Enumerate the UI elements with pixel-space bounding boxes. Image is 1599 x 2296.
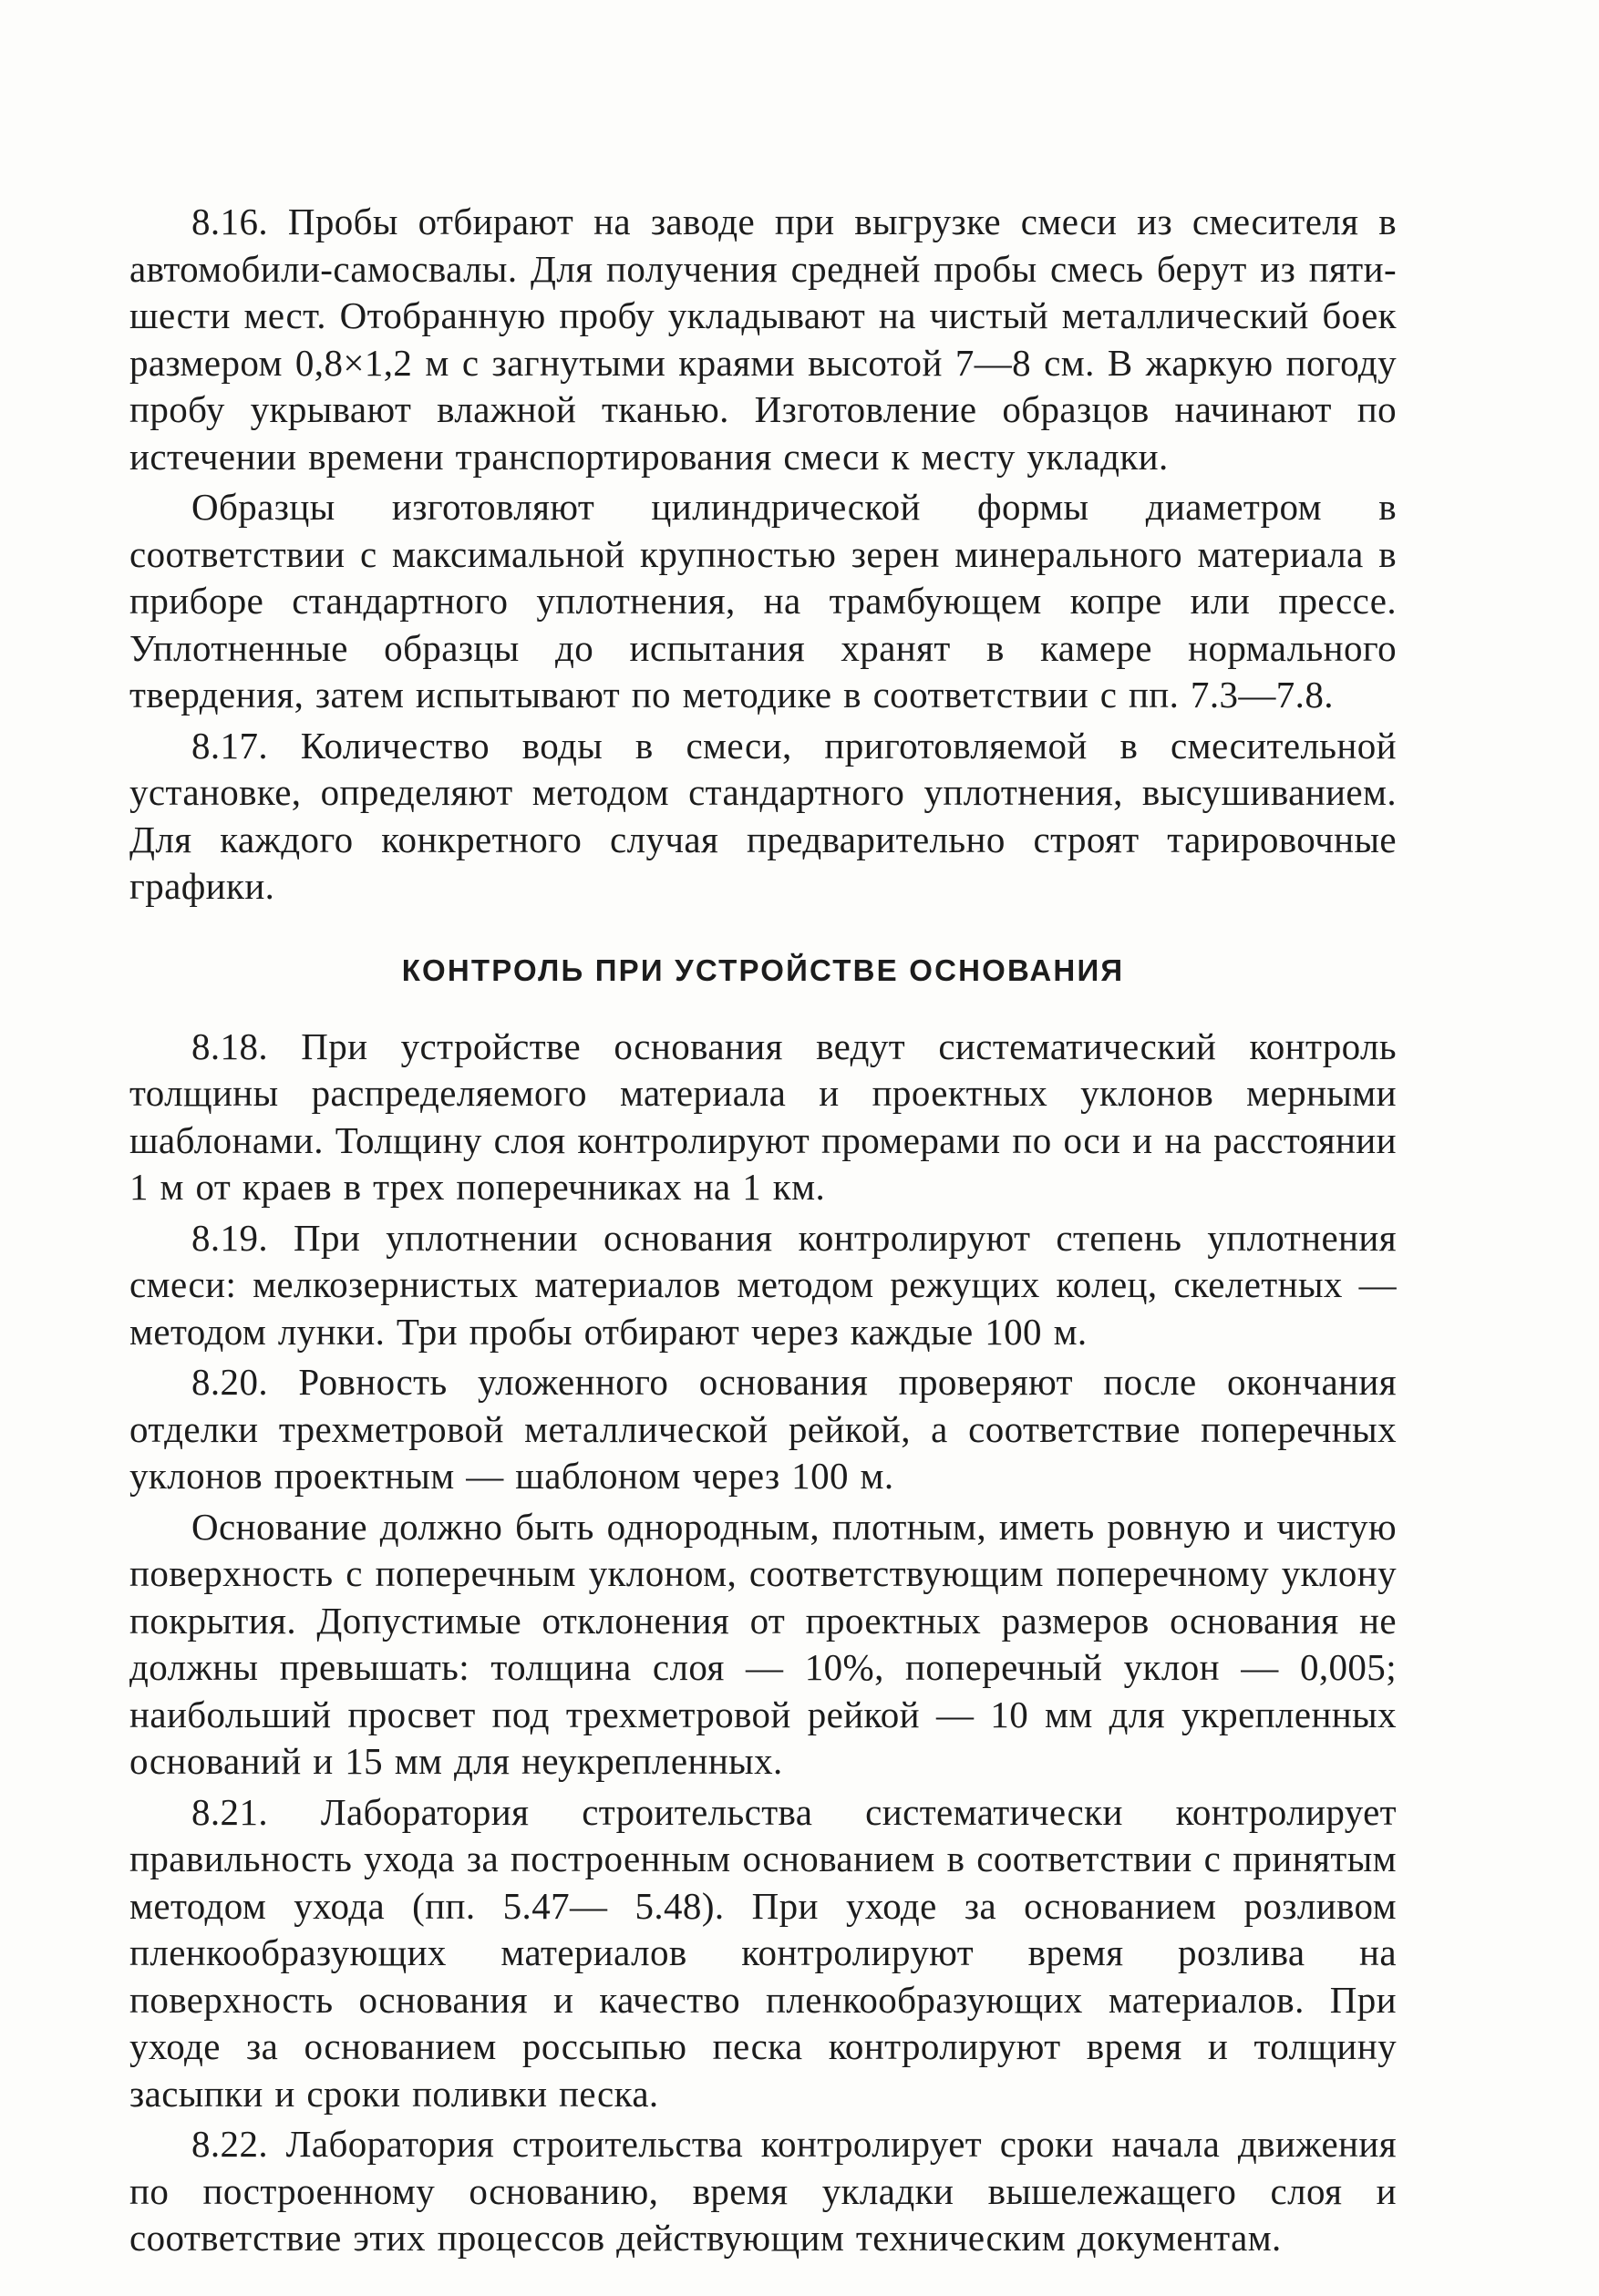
paragraph-samples-preparation: Образцы изготовляют цилиндрической формы диаметром в соответствии с максимальной крупностью зерен минерального материала в приборе стандартного уплотнения, на трамбующем копре или прессе. Уплотненные образцы до испытания хранят в камере нормального твердения, затем испытывают по методике в соответствии с пп. 7.3—7.8. [129, 486, 1397, 716]
paragraph-8-16: 8.16. Пробы отбирают на заводе при выгрузке смеси из смесителя в автомобили-самосвалы. Для получения средней пробы смесь берут из пяти-шести мест. Отобранную пробу укладывают на чистый металлический боек размером 0,8×1,2 м с загнутыми краями высотой 7—8 см. В жаркую погоду пробу укрывают влажной тканью. Изготовление образцов начинают по истечении времени транспортирования смеси к месту укладки. [129, 201, 1397, 478]
paragraph-base-requirements: Основание должно быть однородным, плотным, иметь ровную и чистую поверхность с поперечным уклоном, соответствующим поперечному уклону покрытия. Допустимые отклонения от проектных размеров основания не должны превышать: толщина слоя — 10%, поперечный уклон — 0,005; наибольший просвет под трехметровой рейкой — 10 мм для укрепленных оснований и 15 мм для неукрепленных. [129, 1505, 1397, 1782]
section-heading: КОНТРОЛЬ ПРИ УСТРОЙСТВЕ ОСНОВАНИЯ [401, 952, 1125, 987]
page-content [129, 199, 1397, 2262]
paragraph-8-20: 8.20. Ровность уложенного основания проверяют после окончания отделки трехметровой металлической рейкой, а соответствие поперечных уклонов проектным — шаблоном через 100 м. [129, 1361, 1397, 1497]
paragraph-8-21: 8.21. Лаборатория строительства систематически контролирует правильность ухода за построенным основанием в соответствии с принятым методом ухода (пп. 5.47— 5.48). При уходе за основанием розливом пленкообразующих материалов контролируют время розлива на поверхность основания и качество пленкообразующих материалов. При уходе за основанием россыпью песка контролируют время и толщину засыпки и сроки поливки песка. [129, 1790, 1397, 2115]
paragraph-8-18: 8.18. При устройстве основания ведут систематический контроль толщины распределяемого материала и проектных уклонов мерными шаблонами. Толщину слоя контролируют промерами по оси и на расстоянии 1 м от краев в трех поперечниках на 1 км. [129, 1024, 1397, 1208]
paragraph-8-19: 8.19. При уплотнении основания контролируют степень уплотнения смеси: мелкозернистых материалов методом режущих колец, скелетных — методом лунки. Три пробы отбирают через каждые 100 м. [129, 1216, 1397, 1353]
paragraph-8-22: 8.22. Лаборатория строительства контролирует сроки начала движения по построенному основанию, время укладки вышележащего слоя и соответствие этих процессов действующим техническим документам. [129, 2123, 1397, 2259]
paragraph-8-17: 8.17. Количество воды в смеси, приготовляемой в смесительной установке, определяют методом стандартного уплотнения, высушиванием. Для каждого конкретного случая предварительно строят тарировочные графики. [129, 724, 1397, 907]
